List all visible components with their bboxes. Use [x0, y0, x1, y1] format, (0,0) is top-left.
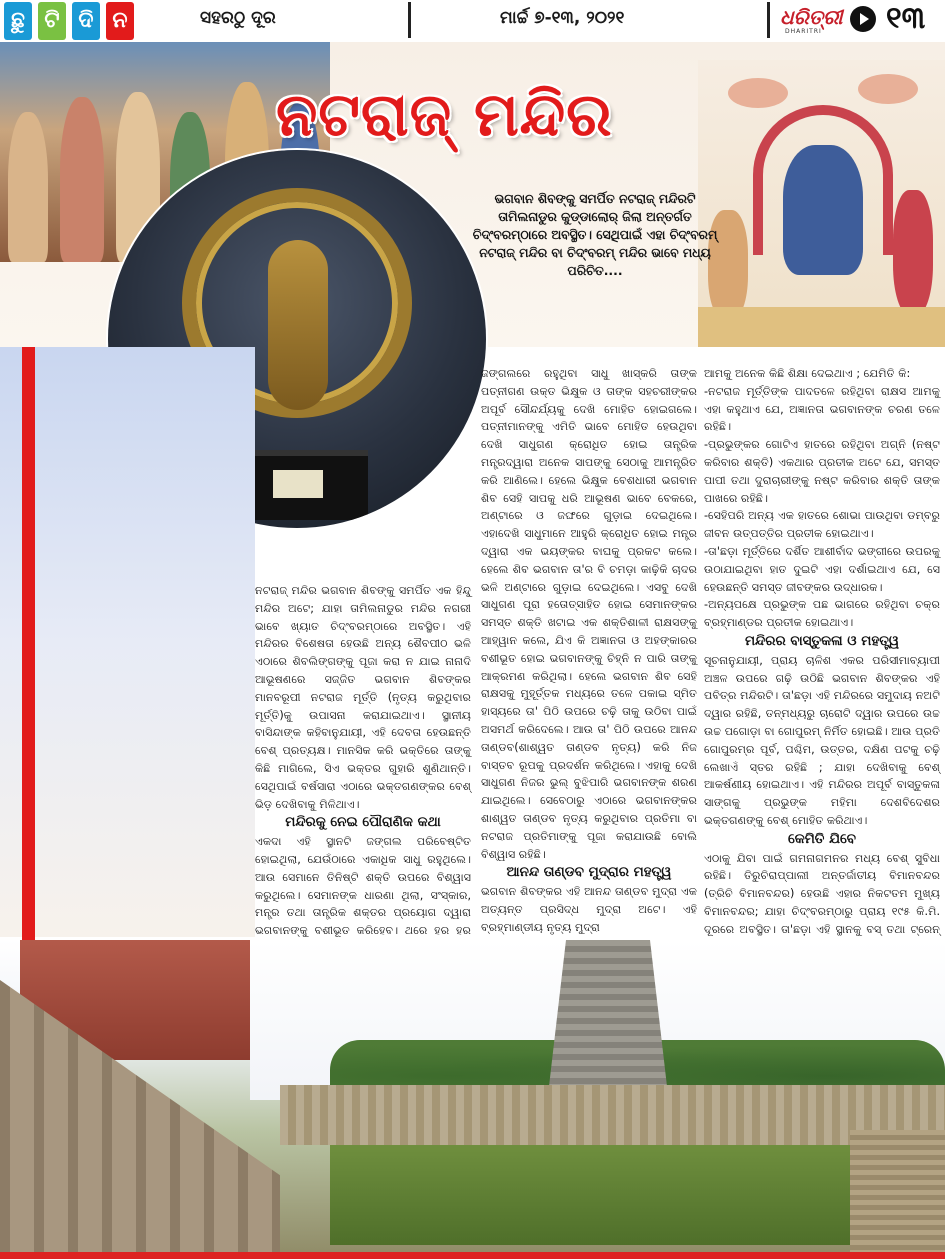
column-1-paragraph-2: ଏକଦା ଏହି ସ୍ଥାନଟି ଜଙ୍ଗଲ ପରିବେଷ୍ଟିତ ହୋଇଥିଲା, ଯେଉଁଠାରେ ଏକାଧିକ ସାଧୁ ରହୁଥିଲେ। ଆଉ ସେମାନେ ତିନିଷ୍ଟି ଶକ୍ତି ଉପରେ ବିଶ୍ୱାସ କରୁଥିଲେ। ସେମାନଙ୍କ ଧାରଣା ଥିଲା, ସଂସ୍କାର, ମନ୍ତ୍ର ତଥା ତାନ୍ତ୍ରିକ ଶକ୍ତର ପ୍ରୟୋଗ ଦ୍ୱାରା ଭଗବାନଙ୍କୁ ବଶୀଭୂତ କରିହେବ। ଥରେ ହର ହର — [255, 835, 471, 938]
tank-steps — [850, 1130, 945, 1259]
subheading-architecture: ମନ୍ଦିରର ବାସ୍ତୁକଳା ଓ ମହତ୍ତ୍ୱ — [744, 632, 900, 649]
bullet-item: -ଅନ୍ୟପକ୍ଷେ ପ୍ରଭୁଙ୍କ ପଛ ଭାଗରେ ରହିଥିବା ଚକ୍ର ବ୍ରହ୍ମାଣ୍ଡର ପ୍ରତୀକ ହୋଇଥାଏ। — [704, 598, 940, 630]
subheading-ananda-tandava: ଆନନ୍ଦ ତାଣ୍ଡବ ମୁଦ୍ରାର ମହତ୍ତ୍ୱ — [506, 864, 672, 881]
statue-plaque — [273, 470, 323, 498]
temple-tank-water — [330, 1145, 870, 1245]
temple-tank-wall — [280, 1085, 945, 1145]
subheading-how-to-reach: କେମିତି ଯିବେ — [787, 830, 857, 847]
painted-shiva-figure — [783, 145, 863, 275]
publisher-logo: ଧରିତ୍ରୀ — [780, 5, 843, 29]
column-3-paragraph-2: ସୂଚନାନୁଯାୟୀ, ପ୍ରାୟ ଚାଳିଶ ଏକର ପରିସୀମାବ୍ୟାପୀ ଅଞ୍ଚଳ ଉପରେ ଗଢ଼ି ଉଠିଛି ଭଗବାନ ଶିବଙ୍କର ଏହି ପବିତ୍ର ମନ୍ଦିରଟି। ତା'ଛଡ଼ା ଏହି ମନ୍ଦିରରେ ସମୁଦାୟ ନଅଟି ଦ୍ୱାର ରହିଛି, ତନ୍ମଧ୍ୟରୁ ଚାରୋଟି ଦ୍ୱାର ଉପରେ ଉଚ୍ଚ ଉଚ୍ଚ ପଗୋଡ଼ା ବା ଗୋପୁରମ୍ ନିର୍ମିତ ହୋଇଛି। ଆଉ ପ୍ରତି ଗୋପୁରମ୍‌ର ପୂର୍ବ, ପଶ୍ଚିମ, ଉତ୍ତର, ଦକ୍ଷିଣ ପଟକୁ ଚଢ଼ି ଲେଖାଏଁ ସ୍ତର ରହିଛି ; ଯାହା ଦେଖିବାକୁ ବେଶ୍ ଆକର୍ଷଣୀୟ ହୋଇଥାଏ। ଏହି ମନ୍ଦିରର ଅପୂର୍ବ ବାସ୍ତୁକଳା ସାଙ୍ଗକୁ ପ୍ରଭୁଙ୍କ ମହିମା ଦେଶବିଦେଶର ଭକ୍ତଗଣଙ୍କୁ ବେଶ୍ ମୋହିତ କରିଥାଏ। — [704, 653, 940, 827]
play-icon — [850, 6, 876, 32]
column-3-paragraph-1: ଆମକୁ ଅନେକ କିଛି ଶିକ୍ଷା ଦେଇଥାଏ ; ଯେମିତି କି: — [704, 367, 911, 380]
bullet-item: -ତା'ଛଡ଼ା ମୂର୍ତ୍ତିରେ ଦର୍ଶିତ ଆଶୀର୍ବାଦ ଭଙ୍ଗୀରେ ଉପରକୁ ଉଠାଯାଇଥିବା ହାତ ଦୁଇଟି ଏହା ଦର୍ଶାଇଥାଏ ଯେ, ସେ ହେଉଛନ୍ତି ସମସ୍ତ ଜୀବଙ୍କର ଉଦ୍ଧାରକ। — [704, 544, 940, 594]
cherub-figure — [858, 74, 918, 104]
column-1-paragraph-1: ନଟରାଜ୍ ମନ୍ଦିର ଭଗବାନ ଶିବଙ୍କୁ ସମର୍ପିତ ଏକ ହିନ୍ଦୁ ମନ୍ଦିର ଅଟେ; ଯାହା ତାମିଲନାଡୁର ମନ୍ଦିର ନଗରୀ ଭାବେ ଖ୍ୟାତ ଚିଦ୍‌ଂବରମ୍‌ଠାରେ ଅବସ୍ଥିତ। ଏହି ମନ୍ଦିରର ବିଶେଷତା ହେଉଛି ଅନ୍ୟ ଶୈବପୀଠ ଭଳି ଏଠାରେ ଶିବଲିଙ୍ଗଙ୍କୁ ପୂଜା କରା ନ ଯାଇ ନାନାଦି ଆଭୂଷଣରେ ସଜ୍ଜିତ ଭଗବାନ ଶିବଙ୍କର ମାନବରୂପୀ ନଟରାଜ ମୂର୍ତ୍ତି (ନୃତ୍ୟ କରୁଥିବାର ମୂର୍ତ୍ତି)କୁ ଉପାସନା କରାଯାଇଥାଏ। ସ୍ଥାନୀୟ ବାସିନ୍ଦାଙ୍କ କହିବାନୁଯାୟୀ, ଏହି ଦେବତା ହେଉଛନ୍ତି ବେଶ୍ ପ୍ରତ୍ୟକ୍ଷ। ମାନସିକ କରି ଭକ୍ତିରେ ତାଙ୍କୁ କିଛି ମାଗିଲେ, ସିଏ ଭକ୍ତର ଗୁହାରି ଶୁଣିଥାନ୍ତି। ସେଥିପାଇଁ ବର୍ଷସାରା ଏଠାରେ ଭକ୍ତଗଣଙ୍କର ବେଶ୍ ଭିଡ଼ ଦେଖିବାକୁ ମିଳିଥାଏ। — [255, 584, 471, 811]
brand-letter-4: ନ — [106, 2, 134, 40]
issue-date: ମାର୍ଚ୍ଚ ୭-୧୩, ୨୦୨୧ — [500, 8, 625, 28]
header-divider-1 — [408, 2, 411, 38]
header-divider-2 — [767, 2, 770, 38]
page-header — [0, 0, 945, 42]
sculpture-figure — [60, 97, 104, 262]
temple-complex-photo — [0, 940, 945, 1259]
brand-letter-2: ଟି — [38, 2, 66, 40]
left-background-wash — [0, 347, 255, 937]
page-title: ନଟରାଜ୍ ମନ୍ଦିର — [276, 80, 613, 150]
page-number: ୧୩ — [886, 1, 926, 36]
painted-goddess-figure — [893, 190, 933, 315]
cherub-figure — [728, 78, 788, 108]
column-2-paragraph-2: ଭଗବାନ ଶିବଙ୍କର ଏହି ଆନନ୍ଦ ତାଣ୍ଡବ ମୁଦ୍ରା ଏକ ଅତ୍ୟନ୍ତ ପ୍ରସିଦ୍ଧ ମୁଦ୍ରା ଅଟେ। ଏହି ବ୍ରହ୍ମାଣ୍ଡୀୟ ନୃତ୍ୟ ମୁଦ୍ରା — [481, 885, 697, 934]
painting-base — [698, 307, 945, 347]
brand-letter-3: ଦି — [72, 2, 100, 40]
publisher-logo-sub: DHARITRI — [785, 28, 822, 35]
column-3-paragraph-3: ଏଠାକୁ ଯିବା ପାଇଁ ଗମନାଗମନର ମଧ୍ୟ ବେଶ୍ ସୁବିଧା ରହିଛି। ତିରୁଚିରାପ୍ପାଲୀ ଅନ୍ତର୍ଜାତୀୟ ବିମାନବନ୍ଦର (ତ୍ରିଚି ବିମାନବନ୍ଦର) ହେଉଛି ଏହାର ନିକଟତମ ମୁଖ୍ୟ ବିମାନବନ୍ଦର; ଯାହା ଚିଦ୍‌ଂବରମ୍‌ଠାରୁ ପ୍ରାୟ ୧୯୫ କି.ମି. ଦୂରରେ ଅବସ୍ଥିତ। ତା'ଛଡ଼ା ଏହି ସ୍ଥାନକୁ ବସ୍ ତଥା ଟ୍ରେନ୍ — [704, 851, 940, 936]
bullet-item: -ପ୍ରଭୁଙ୍କର ଗୋଟିଏ ହାତରେ ରହିଥିବା ଅଗ୍ନି (ନଷ୍ଟ କରିବାର ଶକ୍ତି) ଏକଥାର ପ୍ରତୀକ ଅଟେ ଯେ, ସମସ୍ତ ପାପୀ ତଥା ଦୁରାଚାରୀଙ୍କୁ ନଷ୍ଟ କରିବାର ଶକ୍ତି ତାଙ୍କ ପାଖରେ ରହିଛି। — [704, 438, 940, 505]
dancing-shiva-statue — [268, 240, 328, 410]
gopuram-tower — [548, 940, 668, 1095]
bullet-item: -ନଟରାଜ ମୂର୍ତ୍ତିଙ୍କ ପାଦତଳେ ରହିଥିବା ରାକ୍ଷସ ଆମକୁ ଏହା କହୁଥାଏ ଯେ, ଅଜ୍ଞାନତା ଭଗବାନଙ୍କ ଚରଣ ତଳେ ରହିଛି। — [704, 384, 940, 434]
bottom-accent-line — [0, 1252, 945, 1259]
article-column-2 — [481, 365, 697, 937]
brand-letter-1: ଛୁ — [4, 2, 32, 40]
sculpture-figure — [8, 112, 48, 262]
intro-deck: ଭଗବାନ ଶିବଙ୍କୁ ସମର୍ପିତ ନଟରାଜ୍ ମନ୍ଦିରଟି ତାମିଲନାଡୁର କୁଡ୍ଡାଲୋର୍ ଜିଲା ଅନ୍ତର୍ଗତ ଚିଦ୍‌ଂବରମ୍‌ଠାରେ ଅବସ୍ଥିତ। ସେଥିପାଇଁ ଏହା ଚିଦ୍‌ଂବରମ୍ ନଟରାଜ୍ ମନ୍ଦିର ବା ଚିଦ୍‌ଂବରମ୍ ମନ୍ଦିର ଭାବେ ମଧ୍ୟ ପରିଚିତ.... — [472, 191, 718, 278]
nataraja-painting — [698, 60, 945, 347]
bullet-item: -ସେହିପରି ଅନ୍ୟ ଏକ ହାତରେ ଶୋଭା ପାଉଥିବା ଡମ୍ବରୁ ଜୀବନ ଉତ୍ପତ୍ତିର ପ୍ରତୀକ ହୋଇଥାଏ। — [704, 509, 940, 541]
article-column-3 — [704, 365, 940, 974]
section-name: ସହରଠୁ ଦୂର — [200, 8, 276, 28]
column-2-paragraph-1: ଜଙ୍ଗଲରେ ରହୁଥିବା ସାଧୁ ଖାସ୍‌କରି ତାଙ୍କ ପତ୍ନୀଗଣ ଉକ୍ତ ଭିକ୍ଷୁକ ଓ ତାଙ୍କ ସହଚରୀଙ୍କର ଅପୂର୍ବ ସୌନ୍ଦର୍ଯ୍ୟକୁ ଦେଖି ମୋହିତ ହୋଇଗଲେ। ପତ୍ନୀମାନଙ୍କୁ ଏମିତି ଭାବେ ମୋହିତ ହେଉଥିବା ଦେଖି ସାଧୁଗଣ କ୍ରୋଧିତ ହୋଇ ତାନ୍ତ୍ରିକ ମନ୍ତ୍ରଦ୍ୱାରା ଅନେକ ସାପଙ୍କୁ ସେଠାକୁ ଆମନ୍ତ୍ରିତ କରି ଆଣିଲେ। ହେଲେ ଭିକ୍ଷୁକ ବେଶଧାରୀ ଭଗବାନ ଶିବ ସେହି ସାପକୁ ଧରି ଆଭୂଷଣ ଭାବେ ବେକରେ, ଅଣ୍ଟାରେ ଓ ଜଙ୍ଘରେ ଗୁଡ଼ାଇ ଦେଇଥିଲେ। ଏହାଦେଖି ସାଧୁମାନେ ଆହୁରି କ୍ରୋଧିତ ହୋଇ ମନ୍ତ୍ର ଦ୍ୱାରା ଏକ ଭୟଙ୍କର ବାଘକୁ ପ୍ରକଟ କଲେ। ହେଲେ ଶିବ ଭଗବାନ ତା'ର ବି ଚମଡ଼ା କାଢ଼ିକି ଚାଦର ଭଳି ଅଣ୍ଟାରେ ଗୁଡ଼ାଇ ଦେଇଥିଲେ। ଏସବୁ ଦେଖି ସାଧୁଗଣ ପୂରା ହତୋତ୍ସାହିତ ହୋଇ ସେମାନଙ୍କର ସମସ୍ତ ଶକ୍ତି ଖଟାଇ ଏକ ଶକ୍ତିଶାଳୀ ରାକ୍ଷସଙ୍କୁ ଆହ୍ୱାନ କଲେ, ଯିଏ କି ଅଜ୍ଞାନତା ଓ ଅହଙ୍କାରର ବଶୀଭୂତ ହୋଇ ଭଗବାନଙ୍କୁ ଚିହ୍ନି ନ ପାରି ତାଙ୍କୁ ଆକ୍ରମଣ କରିଥିଲା। ହେଲେ ଭଗବାନ ଶିବ ସେହି ରାକ୍ଷସକୁ ମୁହୂର୍ତ୍ତକ ମଧ୍ୟରେ ତଳେ ପକାଇ ସ୍ମିତ ହାସ୍ୟରେ ତା' ପିଠି ଉପରେ ଚଢ଼ି ତାକୁ ଉଠିବା ପାଇଁ ଅସମର୍ଥ କରିଦେଲେ। ଆଉ ତା' ପିଠି ଉପରେ ଆନନ୍ଦ ତାଣ୍ଡବ(ଶାଶ୍ୱତ ତାଣ୍ଡବ ନୃତ୍ୟ) କରି ନିଜ ବାସ୍ତବ ରୂପକୁ ପ୍ରଦର୍ଶନ କରିଥିଲେ। ଏହାକୁ ଦେଖି ସାଧୁଗଣ ନିଜର ଭୁଲ୍ ବୁଝିପାରି ଭଗବାନଙ୍କ ଶରଣ ଯାଇଥିଲେ। ସେବେଠାରୁ ଏଠାରେ ଭଗବାନଙ୍କର ଶାଶ୍ୱତ ତାଣ୍ଡବ ନୃତ୍ୟ କରୁଥିବାର ପ୍ରତିମା ବା ନଟରାଜ ପ୍ରତିମାଙ୍କୁ ପୂଜା କରାଯାଉଛି ବୋଲି ବିଶ୍ୱାସ ରହିଛି। — [481, 367, 697, 861]
subheading-mythology: ମନ୍ଦିରକୁ ନେଇ ପୌରାଣିକ କଥା — [285, 814, 441, 831]
